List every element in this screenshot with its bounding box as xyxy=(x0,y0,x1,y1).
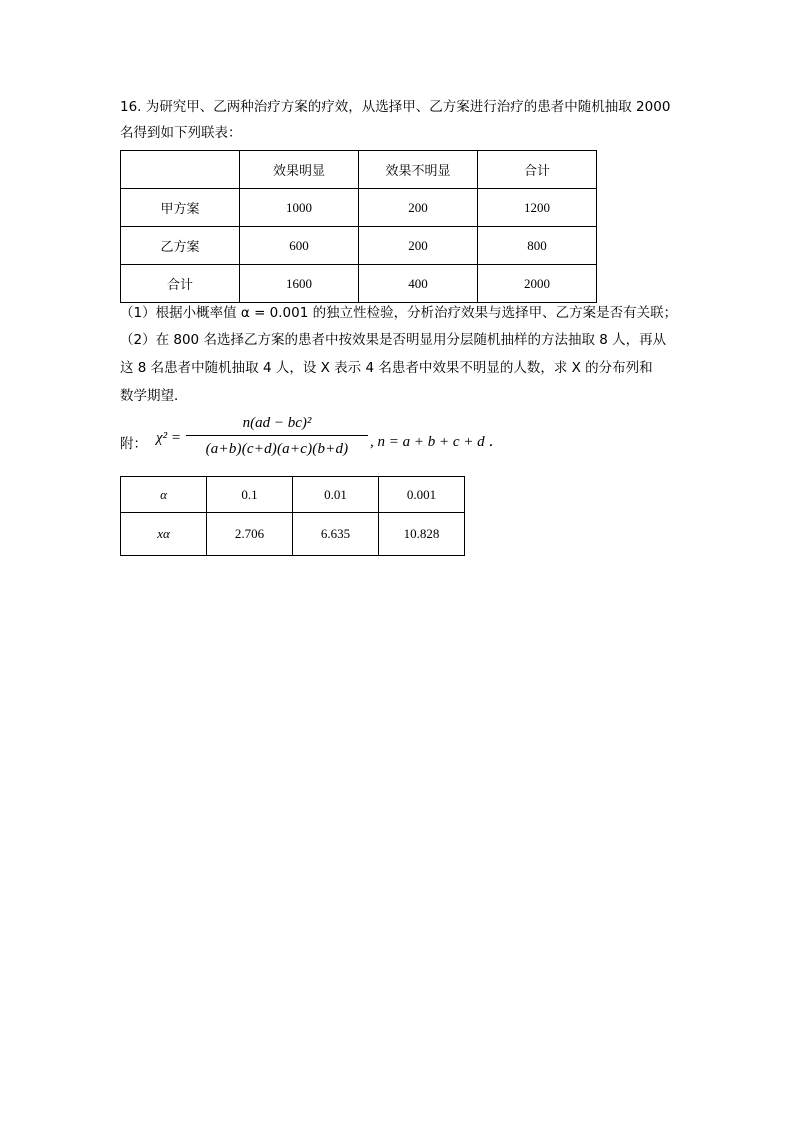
table-cell: 2000 xyxy=(478,265,597,303)
table-cell: α xyxy=(121,477,207,513)
contingency-table xyxy=(120,150,597,303)
table-cell: 合计 xyxy=(478,151,597,189)
table-header-row xyxy=(121,151,597,189)
critical-value-table xyxy=(120,476,465,556)
question-2-line-1: （2）在 800 名选择乙方案的患者中按效果是否明显用分层随机抽样的方法抽取 8 人，再从 xyxy=(120,332,667,348)
table-cell: 10.828 xyxy=(379,513,465,556)
table-cell: 6.635 xyxy=(293,513,379,556)
table-cell: 1000 xyxy=(240,189,359,227)
question-2-line-3: 数学期望． xyxy=(120,388,188,404)
table-cell: 200 xyxy=(359,189,478,227)
table-cell: 1200 xyxy=(478,189,597,227)
table-row xyxy=(121,513,465,556)
formula-numerator: n(ad − bc)² xyxy=(242,415,312,431)
table-row xyxy=(121,265,597,303)
fraction-bar xyxy=(186,435,368,436)
table-cell: 甲方案 xyxy=(121,189,240,227)
question-2-line-2: 这 8 名患者中随机抽取 4 人，设 X 表示 4 名患者中效果不明显的人数，求 X 的分布列和 xyxy=(120,360,653,376)
table-cell: 合计 xyxy=(121,265,240,303)
table-cell: 200 xyxy=(359,227,478,265)
formula-rhs: , n = a + b + c + d ． xyxy=(370,434,504,450)
table-cell: 效果明显 xyxy=(240,151,359,189)
formula-lhs: χ² = xyxy=(156,430,181,446)
table-cell: xα xyxy=(121,513,207,556)
table-row xyxy=(121,189,597,227)
problem-text-line-2: 名得到如下列联表： xyxy=(120,125,242,141)
table-cell: 800 xyxy=(478,227,597,265)
question-1: （1）根据小概率值 α = 0.001 的独立性检验，分析治疗效果与选择甲、乙方案是否有关联； xyxy=(120,305,678,321)
table-cell: 400 xyxy=(359,265,478,303)
table-cell: 乙方案 xyxy=(121,227,240,265)
table-cell: 效果不明显 xyxy=(359,151,478,189)
problem-text-line-1: 16. 为研究甲、乙两种治疗方案的疗效，从选择甲、乙方案进行治疗的患者中随机抽取 2000 xyxy=(120,99,671,115)
table-cell: 0.001 xyxy=(379,477,465,513)
formula-denominator: (a+b)(c+d)(a+c)(b+d) xyxy=(205,441,349,457)
table-cell: 1600 xyxy=(240,265,359,303)
table-cell: 0.01 xyxy=(293,477,379,513)
table-row xyxy=(121,227,597,265)
table-cell: 2.706 xyxy=(207,513,293,556)
table-cell: 600 xyxy=(240,227,359,265)
table-row xyxy=(121,477,465,513)
table-cell: 0.1 xyxy=(207,477,293,513)
table-cell xyxy=(121,151,240,189)
formula-lead: 附： xyxy=(120,436,147,452)
chi-square-formula xyxy=(120,412,520,466)
formula-fraction xyxy=(186,412,368,461)
